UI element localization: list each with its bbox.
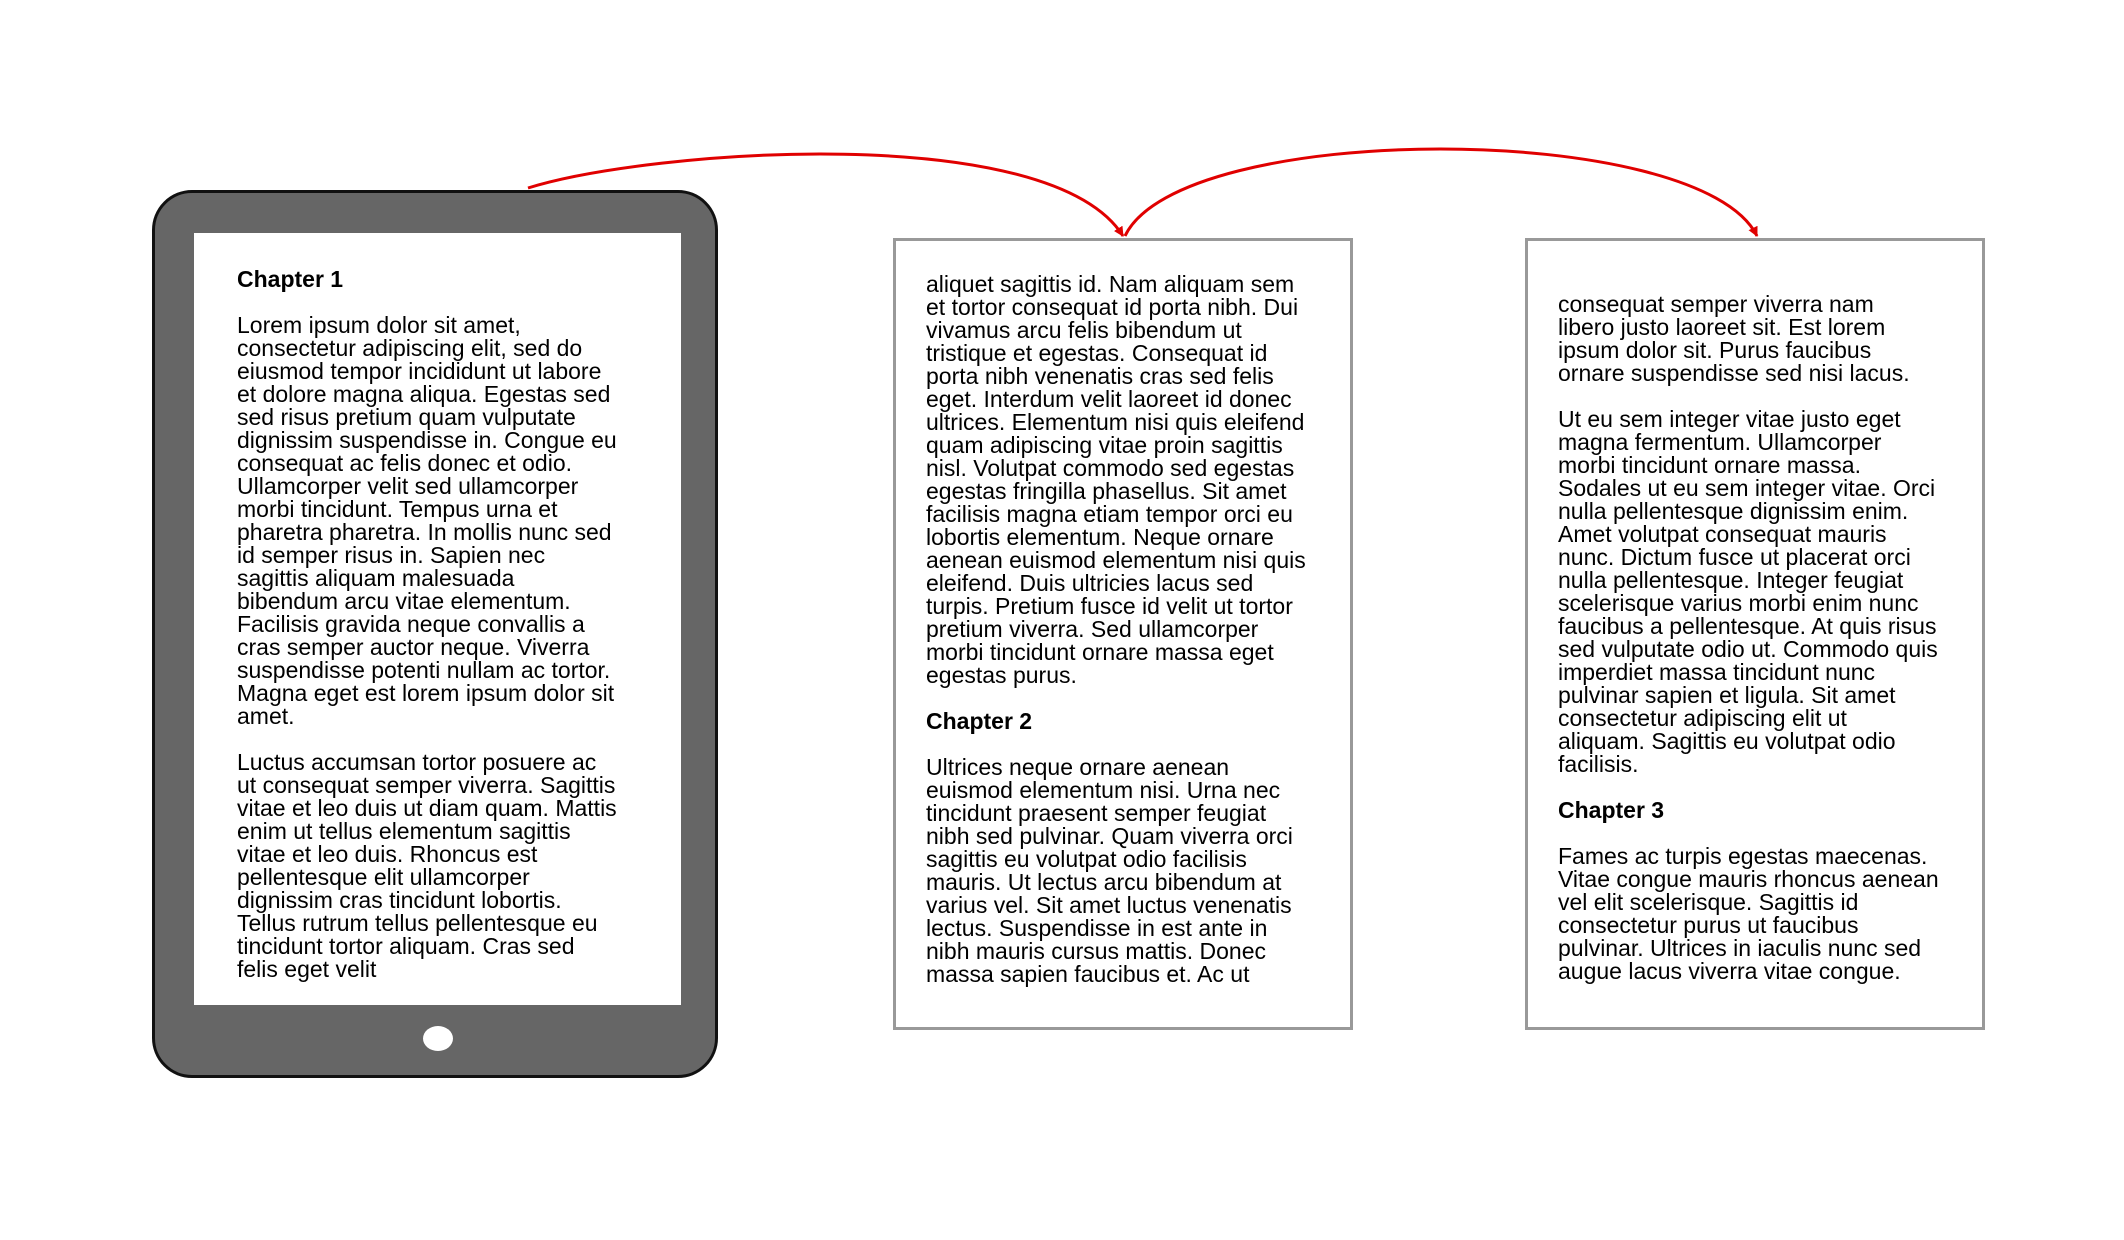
page-2-paragraph-3: [1558, 845, 1978, 983]
text-line: euismod elementum nisi. Urna nec: [926, 777, 1281, 803]
text-line: morbi tincidunt ornare massa.: [1558, 452, 1861, 478]
text-line: eiusmod tempor incididunt ut labore: [237, 358, 602, 384]
text-line: sagittis eu volutpat odio facilisis: [926, 846, 1247, 872]
text-line: aenean euismod elementum nisi quis: [926, 547, 1306, 573]
text-line: mauris. Ut lectus arcu bibendum at: [926, 869, 1282, 895]
text-line: augue lacus viverra vitae congue.: [1558, 958, 1901, 984]
tablet-device: [152, 190, 718, 1078]
text-line: Lorem ipsum dolor sit amet,: [237, 312, 521, 338]
text-line: sagittis aliquam malesuada: [237, 565, 515, 591]
tablet-paragraph-1: [237, 314, 657, 728]
tablet-text: [237, 268, 657, 1004]
text-line: morbi tincidunt ornare massa eget: [926, 639, 1274, 665]
text-line: pretium viverra. Sed ullamcorper: [926, 616, 1259, 642]
text-line: aliquet sagittis id. Nam aliquam sem: [926, 271, 1295, 297]
text-line: egestas fringilla phasellus. Sit amet: [926, 478, 1287, 504]
text-line: scelerisque varius morbi enim nunc: [1558, 590, 1919, 616]
text-line: ornare suspendisse sed nisi lacus.: [1558, 360, 1910, 386]
page-2-text: [1558, 293, 1978, 1006]
text-line: enim ut tellus elementum sagittis: [237, 818, 571, 844]
text-line: vitae et leo duis ut diam quam. Mattis: [237, 795, 617, 821]
text-line: consectetur purus ut faucibus: [1558, 912, 1859, 938]
overflow-page-2: [1525, 238, 1985, 1030]
chapter-3-heading: Chapter 3: [1558, 797, 1665, 823]
text-line: Luctus accumsan tortor posuere ac: [237, 749, 597, 775]
text-line: pellentesque elit ullamcorper: [237, 864, 530, 890]
text-line: facilisis.: [1558, 751, 1639, 777]
text-line: cras semper auctor neque. Viverra: [237, 634, 590, 660]
text-line: quam adipiscing vitae proin sagittis: [926, 432, 1283, 458]
home-button: [423, 1026, 453, 1051]
text-line: magna fermentum. Ullamcorper: [1558, 429, 1882, 455]
text-line: sed vulputate odio ut. Commodo quis: [1558, 636, 1938, 662]
text-line: vivamus arcu felis bibendum ut: [926, 317, 1242, 343]
text-line: vel elit scelerisque. Sagittis id: [1558, 889, 1859, 915]
text-line: nisl. Volutpat commodo sed egestas: [926, 455, 1295, 481]
page-1-paragraph-1: [926, 273, 1346, 687]
text-line: tincidunt tortor aliquam. Cras sed: [237, 933, 575, 959]
text-line: dignissim cras tincidunt lobortis.: [237, 887, 562, 913]
text-line: tristique et egestas. Consequat id: [926, 340, 1268, 366]
text-line: sed risus pretium quam vulputate: [237, 404, 576, 430]
arrow-page1-to-page2: [1125, 149, 1757, 236]
text-line: massa sapien faucibus et. Ac ut: [926, 961, 1250, 987]
text-line: lobortis elementum. Neque ornare: [926, 524, 1274, 550]
text-line: egestas purus.: [926, 662, 1077, 688]
text-line: imperdiet massa tincidunt nunc: [1558, 659, 1876, 685]
text-line: Magna eget est lorem ipsum dolor sit: [237, 680, 615, 706]
text-line: amet.: [237, 703, 295, 729]
text-line: varius vel. Sit amet luctus venenatis: [926, 892, 1292, 918]
page-2-paragraph-2: [1558, 408, 1978, 776]
text-line: consectetur adipiscing elit, sed do: [237, 335, 583, 361]
text-line: porta nibh venenatis cras sed felis: [926, 363, 1274, 389]
text-line: morbi tincidunt. Tempus urna et: [237, 496, 558, 522]
page-1-text: [926, 273, 1346, 1009]
text-line: et tortor consequat id porta nibh. Dui: [926, 294, 1299, 320]
text-line: ultrices. Elementum nisi quis eleifend: [926, 409, 1305, 435]
text-line: consequat ac felis donec et odio.: [237, 450, 573, 476]
text-line: libero justo laoreet sit. Est lorem: [1558, 314, 1886, 340]
text-line: nunc. Dictum fusce ut placerat orci: [1558, 544, 1911, 570]
text-line: nulla pellentesque. Integer feugiat: [1558, 567, 1904, 593]
text-line: suspendisse potenti nullam ac tortor.: [237, 657, 611, 683]
text-line: Ullamcorper velit sed ullamcorper: [237, 473, 579, 499]
text-line: eget. Interdum velit laoreet id donec: [926, 386, 1292, 412]
text-line: nibh mauris cursus mattis. Donec: [926, 938, 1267, 964]
text-line: vitae et leo duis. Rhoncus est: [237, 841, 538, 867]
text-line: ut consequat semper viverra. Sagittis: [237, 772, 616, 798]
text-line: turpis. Pretium fusce id velit ut tortor: [926, 593, 1293, 619]
chapter-2-heading: Chapter 2: [926, 708, 1033, 734]
text-line: aliquam. Sagittis eu volutpat odio: [1558, 728, 1896, 754]
text-line: et dolore magna aliqua. Egestas sed: [237, 381, 611, 407]
text-line: pulvinar. Ultrices in iaculis nunc sed: [1558, 935, 1922, 961]
overflow-page-1: [893, 238, 1353, 1030]
text-line: bibendum arcu vitae elementum.: [237, 588, 571, 614]
text-line: Vitae congue mauris rhoncus aenean: [1558, 866, 1939, 892]
text-line: Fames ac turpis egestas maecenas.: [1558, 843, 1928, 869]
text-line: ipsum dolor sit. Purus faucibus: [1558, 337, 1872, 363]
text-line: consequat semper viverra nam: [1558, 291, 1874, 317]
text-line: Sodales ut eu sem integer vitae. Orci: [1558, 475, 1936, 501]
text-line: Ultrices neque ornare aenean: [926, 754, 1230, 780]
text-line: facilisis magna etiam tempor orci eu: [926, 501, 1293, 527]
text-line: nibh sed pulvinar. Quam viverra orci: [926, 823, 1293, 849]
text-line: lectus. Suspendisse in est ante in: [926, 915, 1268, 941]
tablet-paragraph-2: [237, 751, 657, 981]
text-line: pharetra pharetra. In mollis nunc sed: [237, 519, 612, 545]
text-line: consectetur adipiscing elit ut: [1558, 705, 1847, 731]
text-line: Ut eu sem integer vitae justo eget: [1558, 406, 1901, 432]
chapter-1-heading: Chapter 1: [237, 266, 344, 292]
text-line: felis eget velit: [237, 956, 377, 982]
page-2-paragraph-1: [1558, 293, 1978, 385]
text-line: id semper risus in. Sapien nec: [237, 542, 546, 568]
text-line: eleifend. Duis ultricies lacus sed: [926, 570, 1254, 596]
text-line: Tellus rutrum tellus pellentesque eu: [237, 910, 598, 936]
text-line: Facilisis gravida neque convallis a: [237, 611, 585, 637]
page-1-paragraph-2: [926, 756, 1346, 986]
text-line: tincidunt praesent semper feugiat: [926, 800, 1267, 826]
text-line: dignissim suspendisse in. Congue eu: [237, 427, 617, 453]
text-line: nulla pellentesque dignissim enim.: [1558, 498, 1909, 524]
text-line: pulvinar sapien et ligula. Sit amet: [1558, 682, 1896, 708]
text-line: Amet volutpat consequat mauris: [1558, 521, 1887, 547]
tablet-screen: [194, 233, 681, 1005]
text-line: faucibus a pellentesque. At quis risus: [1558, 613, 1937, 639]
